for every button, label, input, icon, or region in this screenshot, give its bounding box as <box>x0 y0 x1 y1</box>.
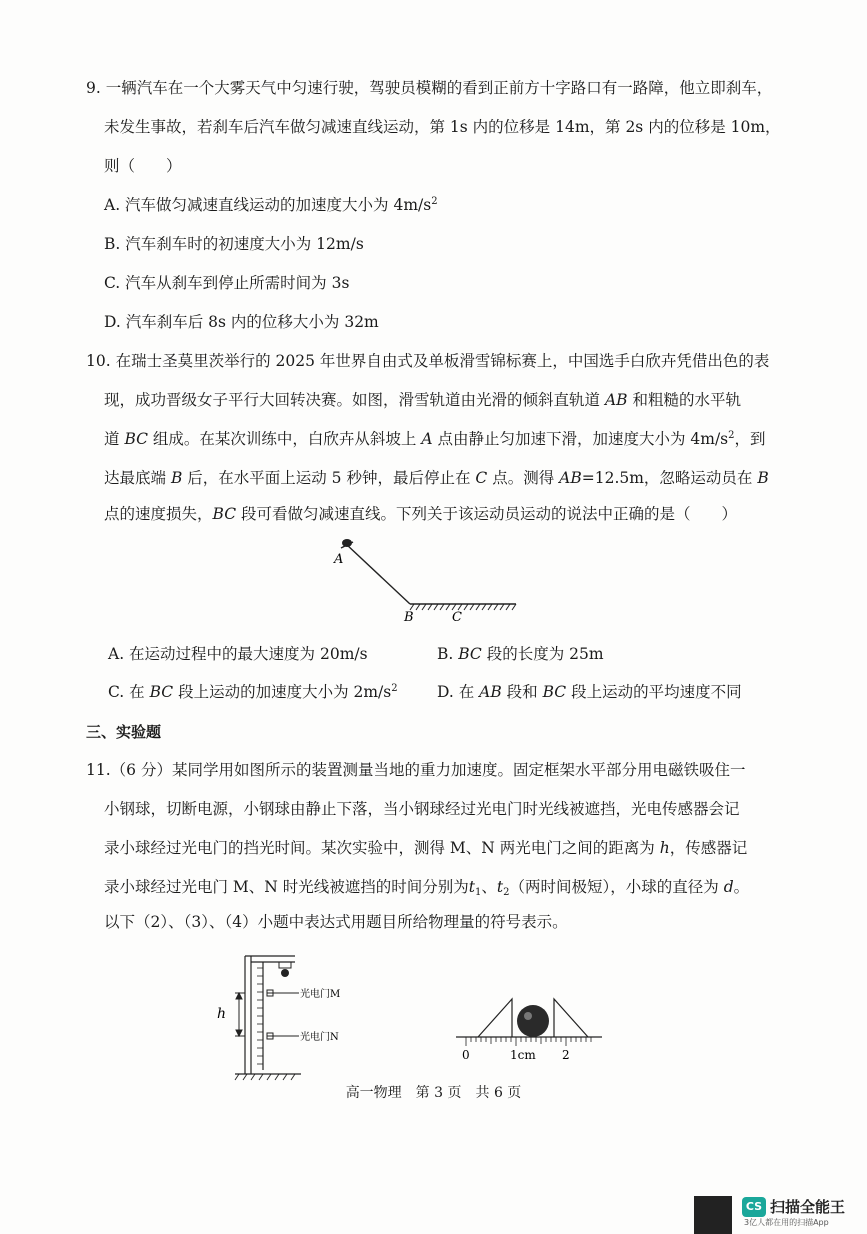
q9-stem-line2: 未发生事故，若刹车后汽车做匀减速直线运动，第 1s 内的位移是 14m，第 2s 内的位移是 10m， <box>104 118 781 136</box>
h-label: h <box>217 1006 227 1022</box>
q10-stem-line5: 点的速度损失，BC 段可看做匀减速直线。下列关于该运动员运动的说法中正确的是（ ） <box>104 505 737 523</box>
slope-ab <box>346 544 410 604</box>
h-dimension <box>235 993 245 1036</box>
q9-option-c: C. 汽车从刹车到停止所需时间为 3s <box>104 274 350 292</box>
point-b-label: B <box>404 610 414 625</box>
q9-option-d: D. 汽车刹车后 8s 内的位移大小为 32m <box>104 313 379 331</box>
q11-stem-line3: 录小球经过光电门的挡光时间。某次实验中，测得 M、N 两光电门之间的距离为 h，传感器记 <box>104 839 748 857</box>
ball <box>517 1005 549 1037</box>
q10-stem-line4: 达最底端 B 后，在水平面上运动 5 秒钟，最后停止在 C 点。测得 AB=12.5m，忽略运动员在 B <box>104 469 769 487</box>
q10-option-d: D. 在 AB 段和 BC 段上运动的平均速度不同 <box>437 683 742 701</box>
ground-hatching <box>235 1074 295 1080</box>
scanner-app-name: 扫描全能王 <box>770 1198 846 1216</box>
scanner-slogan: 3亿人都在用的扫描App <box>744 1218 829 1227</box>
tick-2-label: 2 <box>562 1048 570 1062</box>
point-a-label: A <box>334 552 344 567</box>
q10-stem-line3: 道 BC 组成。在某次训练中，白欣卉从斜坡上 A 点由静止匀加速下滑，加速度大小为 $4m/s^2$，到 <box>104 430 766 448</box>
q11-stem-line5: 以下（2）、（3）、（4）小题中表达式用题目所给物理量的符号表示。 <box>104 913 568 931</box>
q11-stem-line4: 录小球经过光电门 M、N 时光线被遮挡的时间分别为$t_1$、$t_2$（两时间极短），小球的直径为 d。 <box>104 878 750 898</box>
q10-stem-line2: 现，成功晋级女子平行大回转决赛。如图，滑雪轨道由光滑的倾斜直轨道 AB 和粗糙的水平轨 <box>104 391 741 409</box>
electromagnet <box>279 962 291 968</box>
q11-stem-line2: 小钢球，切断电源，小钢球由静止下落，当小钢球经过光电门时光线被遮挡，光电传感器会记 <box>104 800 740 818</box>
q11-stem-line1: 11.（6 分）某同学用如图所示的装置测量当地的重力加速度。固定框架水平部分用电磁铁吸住一 <box>86 761 746 779</box>
q10-option-b: B. BC 段的长度为 25m <box>437 645 604 663</box>
page-footer: 高一物理 第 3 页 共 6 页 <box>345 1085 522 1101</box>
gate-n-label: 光电门N <box>300 1032 339 1043</box>
q10-option-a: A. 在运动过程中的最大速度为 20m/s <box>108 645 368 663</box>
q9-stem-line3: 则（ ） <box>104 157 182 175</box>
frame <box>235 956 301 1074</box>
qr-code-icon <box>694 1196 732 1234</box>
q9-option-b: B. 汽车刹车时的初速度大小为 12m/s <box>104 235 364 253</box>
scale-ticks <box>466 1037 591 1046</box>
camscanner-logo-icon: CS <box>742 1197 766 1217</box>
q11-caliper-diagram <box>452 985 612 1065</box>
point-c-label: C <box>452 610 462 625</box>
tick-1-label: 1cm <box>510 1048 536 1062</box>
q11-apparatus-diagram <box>205 952 365 1084</box>
q9-option-a: A. 汽车做匀减速直线运动的加速度大小为 $4m/s^2$ <box>104 196 438 214</box>
skier-figure <box>341 539 353 548</box>
ruler-ticks <box>257 968 263 1064</box>
tick-0-label: 0 <box>462 1048 470 1062</box>
section-heading: 三、实验题 <box>86 723 162 741</box>
q10-slope-diagram <box>320 532 530 627</box>
gate-m-label: 光电门M <box>300 989 341 1000</box>
q10-option-c: C. 在 BC 段上运动的加速度大小为 $2m/s^2$ <box>108 683 398 701</box>
q9-stem-line1: 9. 一辆汽车在一个大雾天气中匀速行驶，驾驶员模糊的看到正前方十字路口有一路障，他立即刹车， <box>86 79 773 97</box>
steel-ball <box>281 969 289 977</box>
ground-hatching <box>410 604 516 610</box>
q10-stem-line1: 10. 在瑞士圣莫里茨举行的 2025 年世界自由式及单板滑雪锦标赛上，中国选手白欣卉凭借出色的表 <box>86 352 770 370</box>
